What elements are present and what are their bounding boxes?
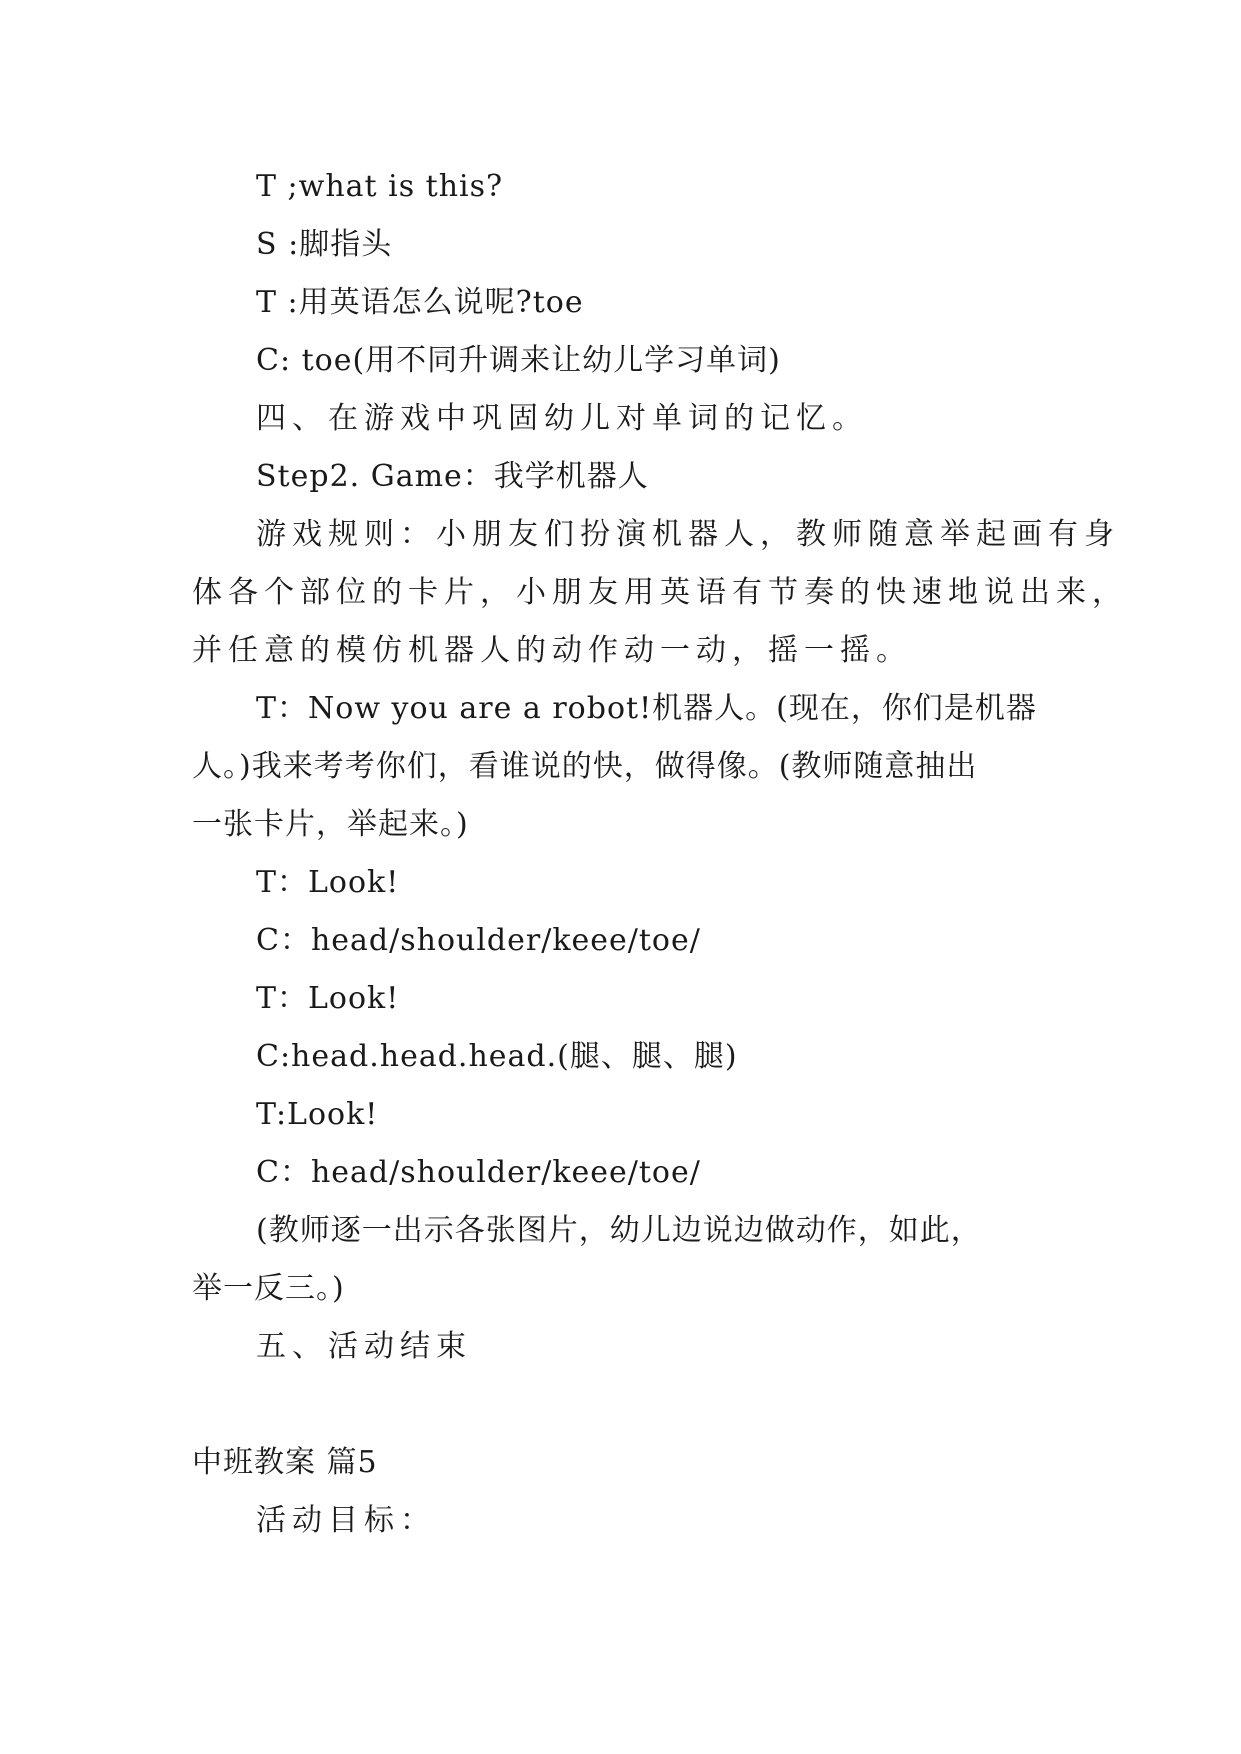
dialogue-line: S :脚指头	[256, 227, 393, 262]
dialogue-line: T ;what is this?	[256, 169, 504, 204]
paragraph-line: 并任意的模仿机器人的动作动一动，摇一摇。	[192, 633, 912, 668]
step-heading: Step2. Game：我学机器人	[256, 459, 649, 494]
dialogue-line: T :用英语怎么说呢?toe	[256, 285, 584, 320]
dialogue-line: C: toe(用不同升调来让幼儿学习单词)	[256, 343, 781, 378]
dialogue-line: T:Look!	[256, 1097, 379, 1132]
dialogue-line: T：Look!	[256, 981, 400, 1016]
dialogue-line: 人。)我来考考你们，看谁说的快，做得像。(教师随意抽出	[192, 749, 978, 784]
section-heading: 五、活动结束	[256, 1329, 472, 1364]
paragraph-line: 体各个部位的卡片，小朋友用英语有节奏的快速地说出来，	[192, 575, 1128, 610]
dialogue-line: T：Look!	[256, 865, 400, 900]
paragraph-line: 游戏规则：小朋友们扮演机器人，教师随意举起画有身	[256, 517, 1120, 552]
dialogue-line: C:head.head.head.(腿、腿、腿)	[256, 1039, 738, 1074]
paragraph-line: (教师逐一出示各张图片，幼儿边说边做动作，如此，	[256, 1213, 982, 1248]
dialogue-line: C：head/shoulder/keee/toe/	[256, 1155, 701, 1190]
dialogue-line: T：Now you are a robot!机器人。(现在，你们是机器	[256, 691, 1037, 726]
subheading: 活动目标：	[256, 1503, 436, 1538]
lesson-title: 中班教案 篇5	[192, 1445, 378, 1480]
dialogue-line: C：head/shoulder/keee/toe/	[256, 923, 701, 958]
paragraph-line: 举一反三。)	[192, 1271, 345, 1306]
dialogue-line: 一张卡片，举起来。)	[192, 807, 469, 842]
section-heading: 四、在游戏中巩固幼儿对单词的记忆。	[256, 401, 868, 436]
